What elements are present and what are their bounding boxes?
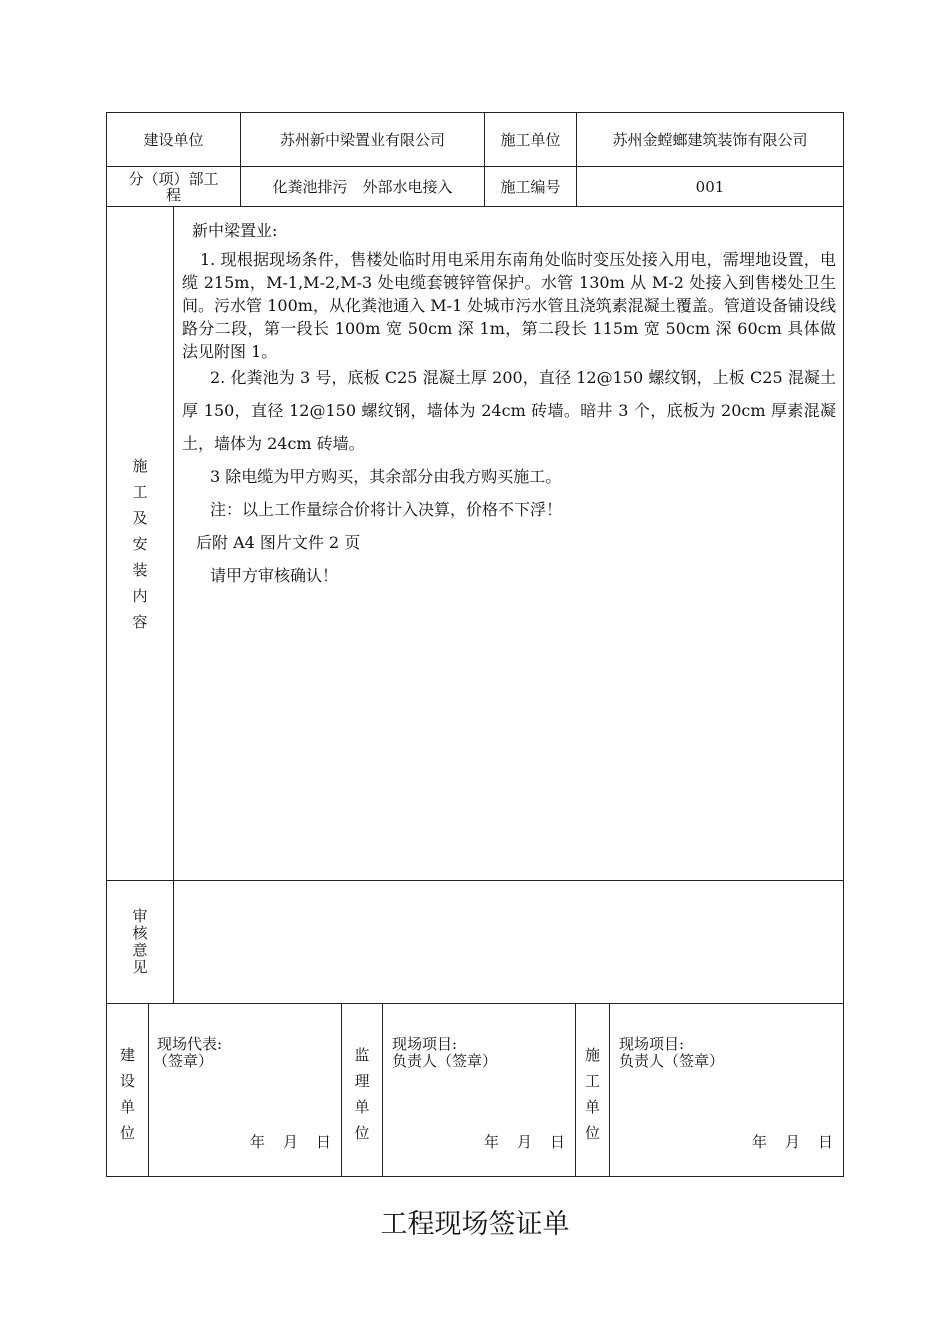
- table-row-divider: [106, 206, 844, 207]
- content-section-label: 施 工 及 安 装 内 容: [132, 456, 148, 631]
- signature-contractor-line2: 负责人（签章）: [619, 1052, 725, 1070]
- table-col-divider: [148, 1003, 149, 1176]
- signature-contractor-box[interactable]: [610, 1036, 843, 1070]
- paragraph-3: 3 除电缆为甲方购买，其余部分由我方购买施工。: [210, 467, 562, 486]
- owner-label: 建设单位: [143, 130, 204, 149]
- signature-supervisor-line1: 现场项目:: [392, 1035, 458, 1053]
- paragraph-2: 2. 化粪池为 3 号，底板 C25 混凝土厚 200，直径 12@150 螺纹钢，上板 C25 混凝土厚 150，直径 12@150 螺纹钢，墙体为 24cm 砖墙。暗井 3 个，底板为 20cm 厚素混凝土，墙体为 24cm 砖墙。: [182, 368, 836, 453]
- signature-owner-line2: （签章）: [153, 1052, 214, 1070]
- request-line: 请甲方审核确认！: [210, 566, 339, 585]
- signature-supervisor-box[interactable]: [383, 1036, 575, 1070]
- content-body: [182, 219, 836, 592]
- construction-no-label: 施工编号: [500, 177, 561, 196]
- contractor-value: 苏州金螳螂建筑装饰有限公司: [612, 130, 808, 149]
- signature-contractor-line1: 现场项目:: [619, 1035, 685, 1053]
- signature-owner-unit-label: 建 设 单 位: [119, 1046, 135, 1142]
- table-row-divider: [106, 1003, 844, 1004]
- signature-contractor-unit-label: 施 工 单 位: [584, 1046, 600, 1142]
- signature-supervisor-unit-label: 监 理 单 位: [354, 1046, 370, 1142]
- contractor-label: 施工单位: [500, 130, 561, 149]
- subproject-label: 分（项）部工 程: [128, 169, 219, 204]
- attachment-line: 后附 A4 图片文件 2 页: [196, 533, 361, 552]
- signature-contractor-date: 年 月 日: [752, 1133, 834, 1151]
- signature-supervisor-line2: 负责人（签章）: [392, 1052, 498, 1070]
- signature-owner-date: 年 月 日: [250, 1133, 332, 1151]
- signature-owner-box[interactable]: [149, 1036, 341, 1070]
- table-border-bottom: [106, 1176, 844, 1177]
- document-title: 工程现场签证单: [380, 1209, 570, 1240]
- note-line: 注：以上工作量综合价将计入决算，价格不下浮！: [210, 500, 563, 519]
- paragraph-1: 1. 现根据现场条件，售楼处临时用电采用东南角处临时变压处接入用电，需埋地设置，电缆 215m，M-1,M-2,M-3 处电缆套镀锌管保护。水管 130m 从 M-2 处接入到售楼处卫生间。污水管 100m，从化粪池通入 M-1 处城市污水管且浇筑素混凝土覆盖。管道设备铺设线路分二段，第一段长 100m 宽 50cm 深 1m，第二段长 115m 宽 50cm 深 60cm 具体做法见附图 1。: [182, 250, 836, 361]
- table-col-divider: [609, 1003, 610, 1176]
- construction-no-value: 001: [695, 177, 725, 196]
- signature-supervisor-date: 年 月 日: [484, 1133, 566, 1151]
- review-section-label: 审 核 意 见: [132, 907, 148, 976]
- owner-value: 苏州新中梁置业有限公司: [279, 130, 445, 149]
- table-col-divider: [382, 1003, 383, 1176]
- salutation: 新中梁置业:: [192, 221, 278, 240]
- review-opinion-field[interactable]: [174, 881, 843, 1003]
- subproject-value: 化粪池排污 外部水电接入: [272, 177, 453, 196]
- signature-owner-line1: 现场代表:: [157, 1035, 223, 1053]
- table-border-right: [843, 112, 844, 1177]
